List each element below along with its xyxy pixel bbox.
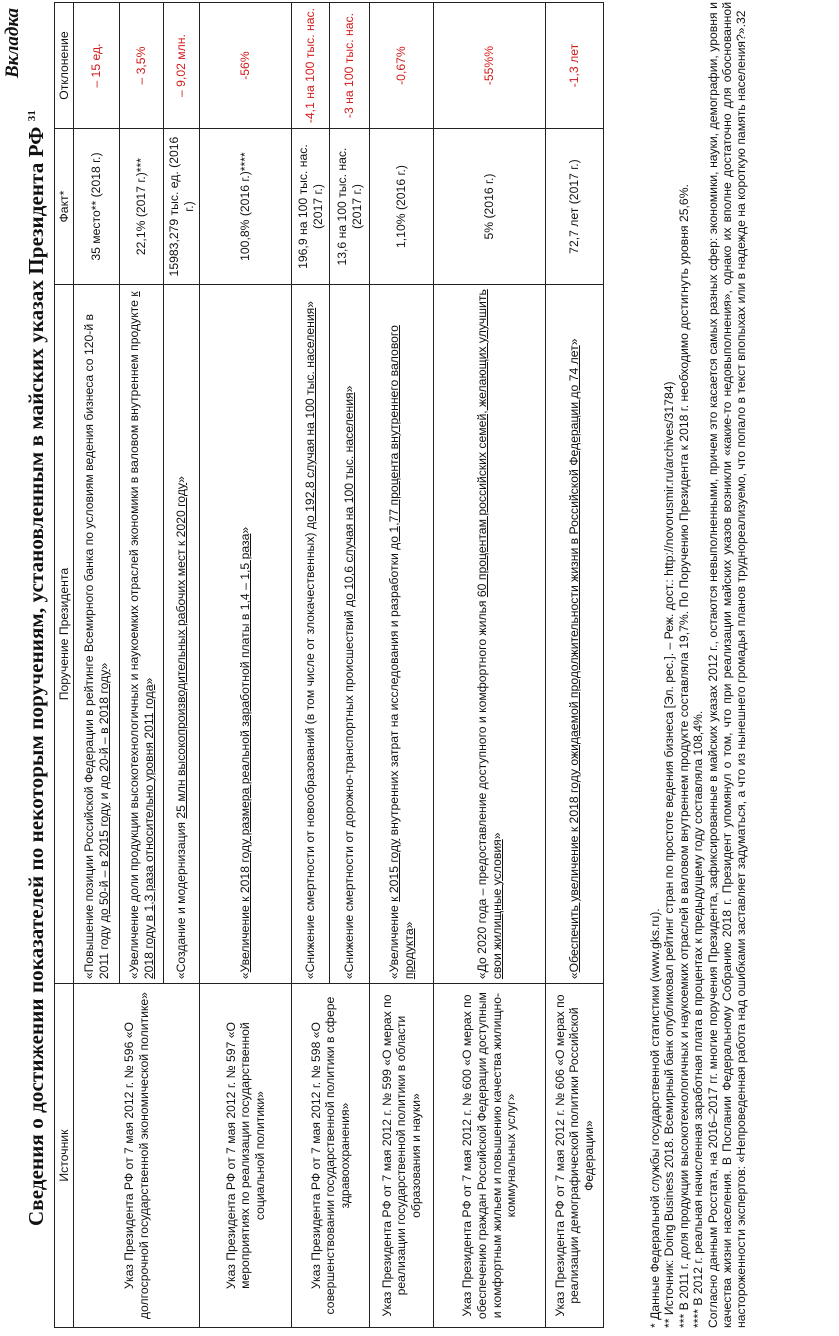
order-target-text: до 10,6 случая на 100 тыс. населения [342,392,357,607]
section-label: Вкладка [2,8,23,79]
footnotes [648,2,749,1328]
deviation-cell: – 9,02 млн. [164,3,200,129]
fact-cell: 5% (2016 г.) [434,129,546,285]
order-text: «Повышение позиции Российской Федерации в рейтинге Всемирного банка по условиям ведения бизнеса со 120-й в 2011 году [81,313,111,980]
order-target-text: до 20-й – в 2018 году [96,669,111,790]
order-text: » [401,921,416,929]
fact-cell: 15983,279 тыс. ед. (2016 г.) [164,129,200,285]
order-text: «Снижение смертности от дорожно-транспортных происшествий [342,607,357,980]
order-text: «Увеличение [386,901,401,980]
order-text: » [238,526,253,534]
order-text: «Снижение смертности от новообразований (в том числе от злокачественных) [303,529,318,980]
column-header-order: Поручение Президента [55,284,74,983]
order-text: « [238,972,253,980]
order-text: «Создание и модернизация [174,818,189,980]
table-row [370,3,434,1328]
footnote: ** Источник: Doing Business 2018. Всемирный банк опубликовал рейтинг стран по простоте ведения бизнеса [Эл. рес.]. – Реж. дост.: http://novorusmir.ru/archives/31784) [662,381,677,1328]
table-body [74,3,604,1328]
order-target-text: до 50-й – в 2015 году [96,802,111,923]
order-cell [546,284,604,983]
order-target-text: Обеспечить увеличение к 2018 году ожидаемой продолжительности жизни в Российской Федерации до 74 лет [567,345,582,973]
title-text: Сведения о достижении показателей по некоторым поручениям, установленным в майских указах Президента РФ [24,126,48,1226]
order-text: внутренних затрат на исследования и разработки [386,549,401,839]
order-target-text: до 1,77 процента внутреннего валового продукта [386,325,416,980]
order-target-text: 60 процентам российских семей, желающих улучшить свои жилищные условия [474,289,504,980]
title-footnote-ref: 31 [26,110,38,122]
order-cell [330,284,370,983]
footnote: **** В 2012 г. реальная начисленная заработная плата в процентах к предыдущему году составляла 108,4%. [691,710,706,1328]
order-text: » [174,476,189,483]
footnote: Согласно данным Росстата, на 2016–2017 гг. многие поручения Президента, зафиксированные в майских указах 2012 г., остаются невыполненными, причем это касается самых разных сфер: экономики, науки, демографии, уровня и качества жизни населения. В Послании Федеральному Собранию 2018 г. Президент упомянул о том, что при реализации майских указов возникли «какие-то недовыполнения», однако их вполне достаточно для обоснованной настороженности экспертов: «Непроведенная работа над ошибками заставляет задуматься, а что из нынешнего громадья планов труднореализуемо, что попало в текст впопыхах или в надежде на короткую память населения?».32 [705,2,749,1328]
deviation-cell: -3 на 100 тыс. нас. [330,3,370,129]
fact-cell: 13,6 на 100 тыс. нас. (2017 г.) [330,129,370,285]
order-text: » [303,300,318,308]
footnote: *** В 2011 г. доля продукции высокотехнологичных и наукоемких отраслей в валовом внутреннем продукте составляла 19,7%. По Поручению Президента к 2018 г. необходимо достигнуть уровня 25,6%. [676,184,691,1328]
fact-cell: 72,7 лет (2017 г.) [546,129,604,285]
source-cell: Указ Президента РФ от 7 мая 2012 г. № 600 «О мерах по обеспечению граждан Российской Федерации доступным и комфортным жильем и повышению качества жилищно-коммунальных услуг» [434,984,546,1328]
deviation-cell: -0,67% [370,3,434,129]
deviation-cell: – 3,5% [120,3,164,129]
column-header-deviation: Отклонение [55,3,74,129]
order-text: и [96,789,111,803]
order-cell [74,284,120,983]
source-cell: Указ Президента РФ от 7 мая 2012 г. № 598 «О совершенствовании государственной политики в сфере здравоохранения» [292,984,370,1328]
order-target-text: к 2018 году в 1,3 раза относительно уровня 2011 года [126,291,156,980]
order-text: «Увеличение доли продукции высокотехнологичных и наукоемких отраслей экономики в валовом внутреннем продукте [126,296,141,980]
column-header-fact: Факт* [55,129,74,285]
source-cell: Указ Президента РФ от 7 мая 2012 г. № 599 «О мерах по реализации государственной политики в области образования и науки» [370,984,434,1328]
order-target-text: до 192,8 случая на 100 тыс. населения [303,307,318,530]
order-text: «До 2020 года – предоставление доступного и комфортного жилья [474,597,489,980]
order-text: » [96,662,111,670]
fact-cell: 1,10% (2016 г.) [370,129,434,285]
indicators-table [54,2,604,1328]
order-cell [370,284,434,983]
fact-cell: 22,1% (2017 г.)*** [120,129,164,285]
order-text: » [489,832,504,840]
deviation-cell: -56% [200,3,292,129]
deviation-cell: -55%% [434,3,546,129]
order-text: » [567,338,582,346]
table-row [434,3,546,1328]
order-cell [120,284,164,983]
page-title [24,20,49,1316]
order-target-text: Увеличение к 2018 году размера реальной заработной платы в 1,4 – 1,5 раза [238,533,253,973]
table-header-row [55,3,74,1328]
order-target-text: 25 млн высокопроизводительных рабочих мест к 2020 году [174,482,189,819]
deviation-cell: -1,3 лет [546,3,604,129]
deviation-cell: -4,1 на 100 тыс. нас. [292,3,330,129]
order-text: » [342,385,357,393]
table-row [546,3,604,1328]
source-cell: Указ Президента РФ от 7 мая 2012 г. № 597 «О мероприятиях по реализации государственной социальной политики» [200,984,292,1328]
table-row [292,3,330,1328]
column-header-source: Источник [55,984,74,1328]
order-text: « [567,972,582,980]
table-row [74,3,120,1328]
fact-cell: 35 место** (2018 г.) [74,129,120,285]
order-target-text: к 2015 году [386,838,401,902]
footnote: * Данные Федеральной службы государственной статистики (www.gks.ru). [648,908,662,1328]
order-cell [434,284,546,983]
deviation-cell: – 15 ед. [74,3,120,129]
source-cell: Указ Президента РФ от 7 мая 2012 г. № 596 «О долгосрочной государственной экономической политике» [74,984,200,1328]
order-cell [200,284,292,983]
source-cell: Указ Президента РФ от 7 мая 2012 г. № 606 «О мерах по реализации демографической политики Российской Федерации» [546,984,604,1328]
order-cell [164,284,200,983]
order-cell [292,284,330,983]
fact-cell: 100,8% (2016 г.)**** [200,129,292,285]
order-text: » [141,677,156,685]
fact-cell: 196,9 на 100 тыс. нас. (2017 г.) [292,129,330,285]
table-row [200,3,292,1328]
